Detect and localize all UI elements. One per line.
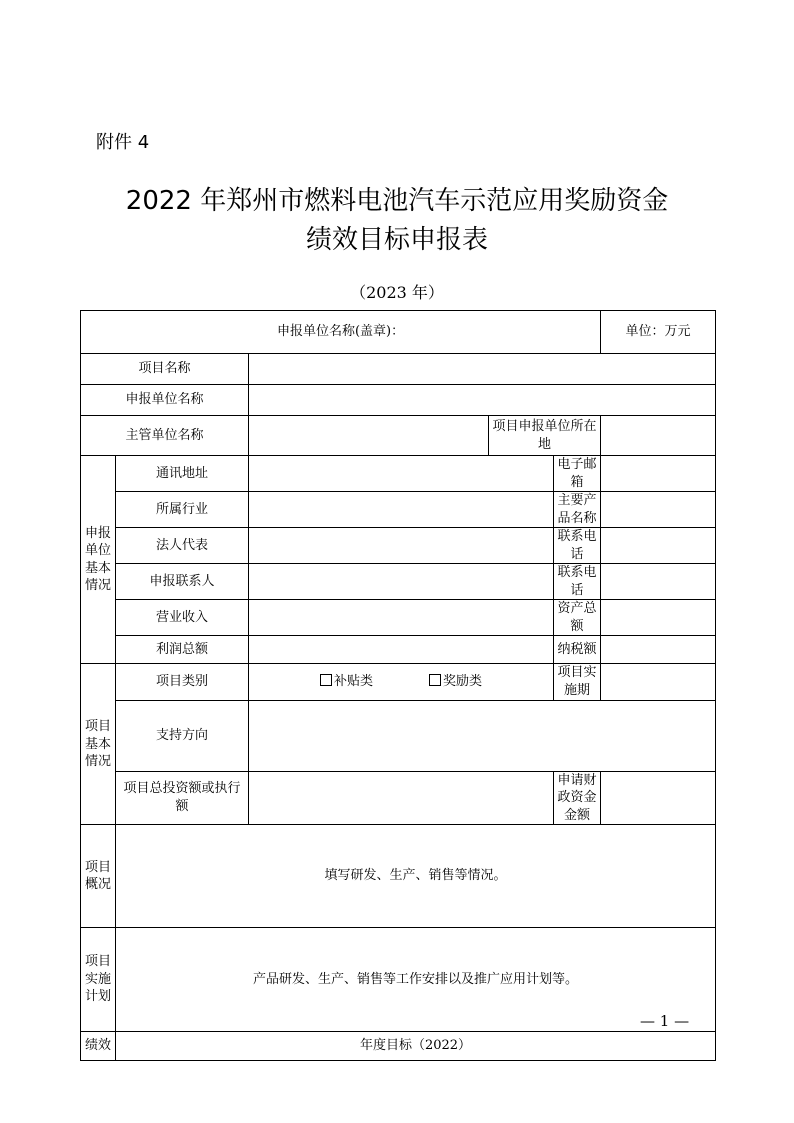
project-location-field[interactable] [601, 416, 716, 456]
section-basic-info: 申报单位基本情况 [81, 456, 116, 664]
supervisor-name-field[interactable] [249, 416, 489, 456]
phone1-field[interactable] [601, 528, 716, 564]
page-number: — 1 — [640, 1012, 690, 1030]
reward-option-label: 奖励类 [443, 674, 483, 690]
unit-label: 单位：万元 [601, 311, 716, 354]
reward-checkbox[interactable] [429, 674, 441, 686]
main-product-field[interactable] [601, 492, 716, 528]
document-title-line2: 绩效目标申报表 [305, 225, 488, 255]
applicant-name-label: 申报单位名称 [81, 385, 249, 416]
report-year: （2023 年） [350, 283, 444, 302]
requested-funds-label: 申请财政资金金额 [554, 771, 601, 825]
project-name-label: 项目名称 [81, 354, 249, 385]
implementation-period-label: 项目实施期 [554, 664, 601, 700]
section-overview: 项目概况 [81, 825, 116, 928]
applicant-seal-label: 申报单位名称(盖章)： [81, 311, 601, 354]
revenue-label: 营业收入 [116, 600, 249, 636]
section-performance: 绩效 [81, 1032, 116, 1061]
phone1-label: 联系电话 [554, 528, 601, 564]
industry-field[interactable] [249, 492, 554, 528]
plan-field[interactable]: 产品研发、生产、销售等工作安排以及推广应用计划等。 [116, 928, 716, 1032]
support-direction-field[interactable] [249, 700, 716, 771]
total-investment-field[interactable] [249, 771, 554, 825]
attachment-label: 附件 4 [96, 132, 150, 153]
phone2-label: 联系电话 [554, 564, 601, 600]
implementation-period-field[interactable] [601, 664, 716, 700]
address-field[interactable] [249, 456, 554, 492]
total-profit-field[interactable] [249, 636, 554, 664]
annual-goal-header: 年度目标（2022） [116, 1032, 716, 1061]
project-location-label: 项目申报单位所在地 [489, 416, 601, 456]
tax-paid-label: 纳税额 [554, 636, 601, 664]
contact-label: 申报联系人 [116, 564, 249, 600]
subsidy-option[interactable] [320, 673, 373, 691]
project-type-label: 项目类别 [116, 664, 249, 700]
total-assets-label: 资产总额 [554, 600, 601, 636]
total-investment-label: 项目总投资额或执行额 [116, 771, 249, 825]
application-form-table [80, 310, 716, 1061]
revenue-field[interactable] [249, 600, 554, 636]
main-product-label: 主要产品名称 [554, 492, 601, 528]
subsidy-checkbox[interactable] [320, 674, 332, 686]
section-plan: 项目实施计划 [81, 928, 116, 1032]
applicant-name-field[interactable] [249, 385, 716, 416]
project-type-options [249, 664, 554, 700]
section-project-info: 项目基本情况 [81, 664, 116, 825]
legal-rep-label: 法人代表 [116, 528, 249, 564]
tax-paid-field[interactable] [601, 636, 716, 664]
email-field[interactable] [601, 456, 716, 492]
phone2-field[interactable] [601, 564, 716, 600]
subsidy-option-label: 补贴类 [333, 674, 373, 690]
total-assets-field[interactable] [601, 600, 716, 636]
legal-rep-field[interactable] [249, 528, 554, 564]
support-direction-label: 支持方向 [116, 700, 249, 771]
email-label: 电子邮箱 [554, 456, 601, 492]
supervisor-name-label: 主管单位名称 [81, 416, 249, 456]
contact-field[interactable] [249, 564, 554, 600]
requested-funds-field[interactable] [601, 771, 716, 825]
document-title-line1: 2022 年郑州市燃料电池汽车示范应用奖励资金 [125, 186, 669, 216]
project-name-field[interactable] [249, 354, 716, 385]
reward-option[interactable] [429, 673, 482, 691]
industry-label: 所属行业 [116, 492, 249, 528]
overview-field[interactable]: 填写研发、生产、销售等情况。 [116, 825, 716, 928]
total-profit-label: 利润总额 [116, 636, 249, 664]
address-label: 通讯地址 [116, 456, 249, 492]
